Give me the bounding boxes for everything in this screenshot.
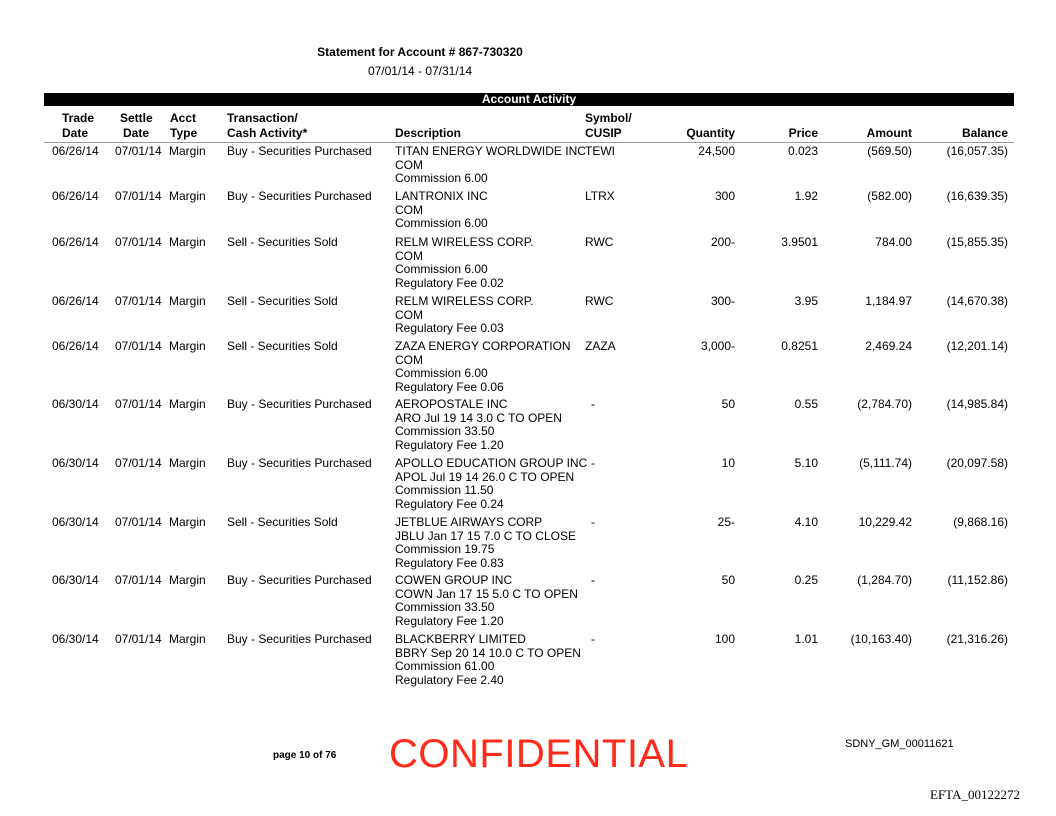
cell-symbol: - [591, 397, 595, 411]
cell-description [395, 398, 562, 452]
cell-trade-date: 06/30/14 [52, 397, 99, 411]
cell-symbol: - [591, 632, 595, 646]
statement-period: 07/01/14 - 07/31/14 [367, 64, 473, 78]
cell-balance: (15,855.35) [946, 235, 1008, 249]
description-line: COM [395, 202, 423, 217]
description-line: APOLLO EDUCATION GROUP INC [395, 456, 588, 470]
efta-number: EFTA_00122272 [930, 787, 1020, 802]
cell-trade-date: 06/30/14 [52, 632, 99, 646]
cell-trade-date: 06/26/14 [52, 235, 99, 249]
header-trade-date: Trade Date [62, 111, 95, 140]
cell-balance: (11,152.86) [947, 573, 1008, 587]
cell-settle-date: 07/01/14 [115, 515, 162, 529]
cell-description [395, 574, 578, 628]
cell-transaction: Buy - Securities Purchased [227, 632, 372, 646]
cell-price: 1.01 [794, 632, 818, 646]
cell-amount: 10,229.42 [858, 515, 912, 529]
header-transaction: Transaction/ Cash Activity* [227, 111, 308, 140]
description-line: JBLU Jan 17 15 7.0 C TO CLOSE [395, 528, 576, 543]
header-quantity: Quantity [686, 126, 735, 140]
cell-trade-date: 06/30/14 [52, 515, 99, 529]
description-line: Commission 61.00 [395, 659, 495, 673]
cell-acct-type: Margin [169, 144, 206, 158]
cell-amount: (569.50) [867, 144, 912, 158]
header-symbol: Symbol/ CUSIP [585, 111, 632, 140]
cell-quantity: 300- [710, 294, 735, 308]
cell-transaction: Sell - Securities Sold [227, 515, 338, 529]
cell-transaction: Buy - Securities Purchased [227, 144, 372, 158]
cell-quantity: 3,000- [700, 339, 735, 353]
cell-settle-date: 07/01/14 [115, 235, 162, 249]
cell-trade-date: 06/30/14 [52, 573, 99, 587]
description-line: Regulatory Fee 1.20 [395, 437, 504, 452]
cell-quantity: 200- [710, 235, 735, 249]
description-line: Regulatory Fee 1.20 [395, 613, 504, 628]
cell-trade-date: 06/30/14 [52, 456, 99, 470]
section-title: Account Activity [481, 92, 577, 106]
cell-amount: (2,784.70) [857, 397, 912, 411]
cell-description [395, 457, 587, 511]
cell-settle-date: 07/01/14 [115, 456, 162, 470]
description-line: Commission 6.00 [395, 262, 488, 276]
cell-description [395, 145, 586, 186]
cell-transaction: Buy - Securities Purchased [227, 189, 372, 203]
cell-amount: (10,163.40) [850, 632, 912, 646]
cell-symbol: RWC [585, 235, 614, 249]
cell-description [395, 340, 571, 394]
description-line: Commission 19.75 [395, 542, 495, 556]
cell-settle-date: 07/01/14 [115, 144, 162, 158]
cell-quantity: 24,500 [698, 144, 735, 158]
cell-balance: (9,868.16) [953, 515, 1008, 529]
description-line: COM [395, 248, 423, 263]
header-price: Price [788, 126, 818, 140]
bates-number: SDNY_GM_00011621 [845, 738, 954, 750]
cell-trade-date: 06/26/14 [52, 294, 99, 308]
cell-price: 0.55 [794, 397, 818, 411]
description-line: BBRY Sep 20 14 10.0 C TO OPEN [395, 645, 581, 660]
cell-transaction: Buy - Securities Purchased [227, 397, 372, 411]
description-line: Commission 6.00 [395, 366, 488, 380]
cell-amount: (582.00) [867, 189, 912, 203]
description-line: RELM WIRELESS CORP. [395, 294, 534, 308]
description-line: Regulatory Fee 0.06 [395, 379, 504, 394]
description-line: Regulatory Fee 0.24 [395, 496, 504, 511]
description-line: JETBLUE AIRWAYS CORP [395, 515, 543, 529]
cell-quantity: 50 [721, 397, 735, 411]
description-line: Commission 11.50 [395, 483, 494, 497]
cell-balance: (14,670.38) [946, 294, 1008, 308]
cell-amount: (5,111.74) [859, 456, 912, 470]
description-line: APOL Jul 19 14 26.0 C TO OPEN [395, 469, 575, 484]
cell-symbol: RWC [585, 294, 614, 308]
description-line: Regulatory Fee 0.03 [395, 321, 504, 335]
cell-transaction: Sell - Securities Sold [227, 339, 338, 353]
cell-symbol: TEWI [585, 144, 615, 158]
description-line: COWN Jan 17 15 5.0 C TO OPEN [395, 586, 578, 601]
cell-price: 0.8251 [781, 339, 818, 353]
header-amount: Amount [866, 126, 912, 140]
cell-description [395, 190, 488, 231]
cell-acct-type: Margin [169, 189, 206, 203]
cell-quantity: 100 [714, 632, 735, 646]
cell-balance: (20,097.58) [946, 456, 1008, 470]
statement-title: Statement for Account # 867-730320 [317, 45, 523, 59]
cell-price: 3.9501 [781, 235, 818, 249]
cell-settle-date: 07/01/14 [115, 189, 162, 203]
description-line: Regulatory Fee 0.02 [395, 275, 504, 290]
cell-amount: 784.00 [875, 235, 912, 249]
cell-quantity: 50 [721, 573, 735, 587]
cell-price: 0.023 [787, 144, 818, 158]
header-rule [44, 142, 1014, 143]
header-description: Description [395, 126, 462, 140]
section-bar [44, 93, 1014, 106]
description-line: AEROPOSTALE INC [395, 397, 508, 411]
cell-price: 4.10 [794, 515, 818, 529]
cell-description [395, 295, 533, 336]
description-line: COM [395, 307, 423, 322]
cell-amount: 1,184.97 [865, 294, 912, 308]
page-number: page 10 of 76 [273, 750, 337, 761]
description-line: BLACKBERRY LIMITED [395, 632, 526, 646]
cell-balance: (16,639.35) [946, 189, 1008, 203]
cell-balance: (21,316.26) [946, 632, 1008, 646]
cell-trade-date: 06/26/14 [52, 189, 99, 203]
cell-quantity: 300 [714, 189, 735, 203]
description-line: COM [395, 157, 423, 172]
description-line: Regulatory Fee 2.40 [395, 672, 504, 687]
cell-amount: 2,469.24 [865, 339, 912, 353]
description-line: Commission 33.50 [395, 424, 495, 438]
cell-amount: (1,284.70) [857, 573, 912, 587]
cell-price: 5.10 [794, 456, 818, 470]
cell-trade-date: 06/26/14 [52, 144, 99, 158]
description-line: Regulatory Fee 0.83 [395, 555, 504, 570]
header-settle-date: Settle Date [120, 111, 153, 140]
cell-balance: (14,985.84) [946, 397, 1008, 411]
header-balance: Balance [961, 126, 1008, 140]
cell-transaction: Sell - Securities Sold [227, 294, 338, 308]
confidential-stamp: CONFIDENTIAL [389, 732, 689, 776]
description-line: ARO Jul 19 14 3.0 C TO OPEN [395, 410, 562, 425]
description-line: Commission 6.00 [395, 216, 488, 230]
cell-symbol: - [591, 456, 595, 470]
cell-settle-date: 07/01/14 [115, 573, 162, 587]
cell-description [395, 633, 581, 687]
description-line: COM [395, 352, 423, 367]
description-line: COWEN GROUP INC [395, 573, 513, 587]
cell-price: 3.95 [794, 294, 818, 308]
cell-acct-type: Margin [169, 294, 206, 308]
cell-settle-date: 07/01/14 [115, 397, 162, 411]
cell-balance: (12,201.14) [946, 339, 1008, 353]
cell-acct-type: Margin [169, 632, 206, 646]
cell-trade-date: 06/26/14 [52, 339, 99, 353]
cell-description [395, 516, 576, 570]
cell-symbol: - [591, 515, 595, 529]
cell-price: 0.25 [794, 573, 818, 587]
cell-settle-date: 07/01/14 [115, 339, 162, 353]
description-line: Commission 6.00 [395, 171, 488, 185]
cell-settle-date: 07/01/14 [115, 632, 162, 646]
cell-acct-type: Margin [169, 573, 206, 587]
cell-settle-date: 07/01/14 [115, 294, 162, 308]
header-acct-type: Acct Type [170, 111, 198, 140]
cell-transaction: Sell - Securities Sold [227, 235, 338, 249]
cell-price: 1.92 [794, 189, 818, 203]
cell-transaction: Buy - Securities Purchased [227, 456, 372, 470]
cell-quantity: 25- [717, 515, 735, 529]
cell-symbol: - [591, 573, 595, 587]
cell-balance: (16,057.35) [946, 144, 1008, 158]
cell-acct-type: Margin [169, 235, 206, 249]
description-line: RELM WIRELESS CORP. [395, 235, 534, 249]
description-line: Commission 33.50 [395, 600, 495, 614]
cell-symbol: LTRX [585, 189, 615, 203]
cell-acct-type: Margin [169, 397, 206, 411]
cell-acct-type: Margin [169, 515, 206, 529]
description-line: LANTRONIX INC [395, 189, 488, 203]
description-line: ZAZA ENERGY CORPORATION [395, 339, 571, 353]
cell-acct-type: Margin [169, 339, 206, 353]
cell-transaction: Buy - Securities Purchased [227, 573, 372, 587]
cell-acct-type: Margin [169, 456, 206, 470]
cell-symbol: ZAZA [585, 339, 616, 353]
description-line: TITAN ENERGY WORLDWIDE INC [395, 144, 586, 158]
cell-description [395, 236, 533, 290]
cell-quantity: 10 [721, 456, 735, 470]
